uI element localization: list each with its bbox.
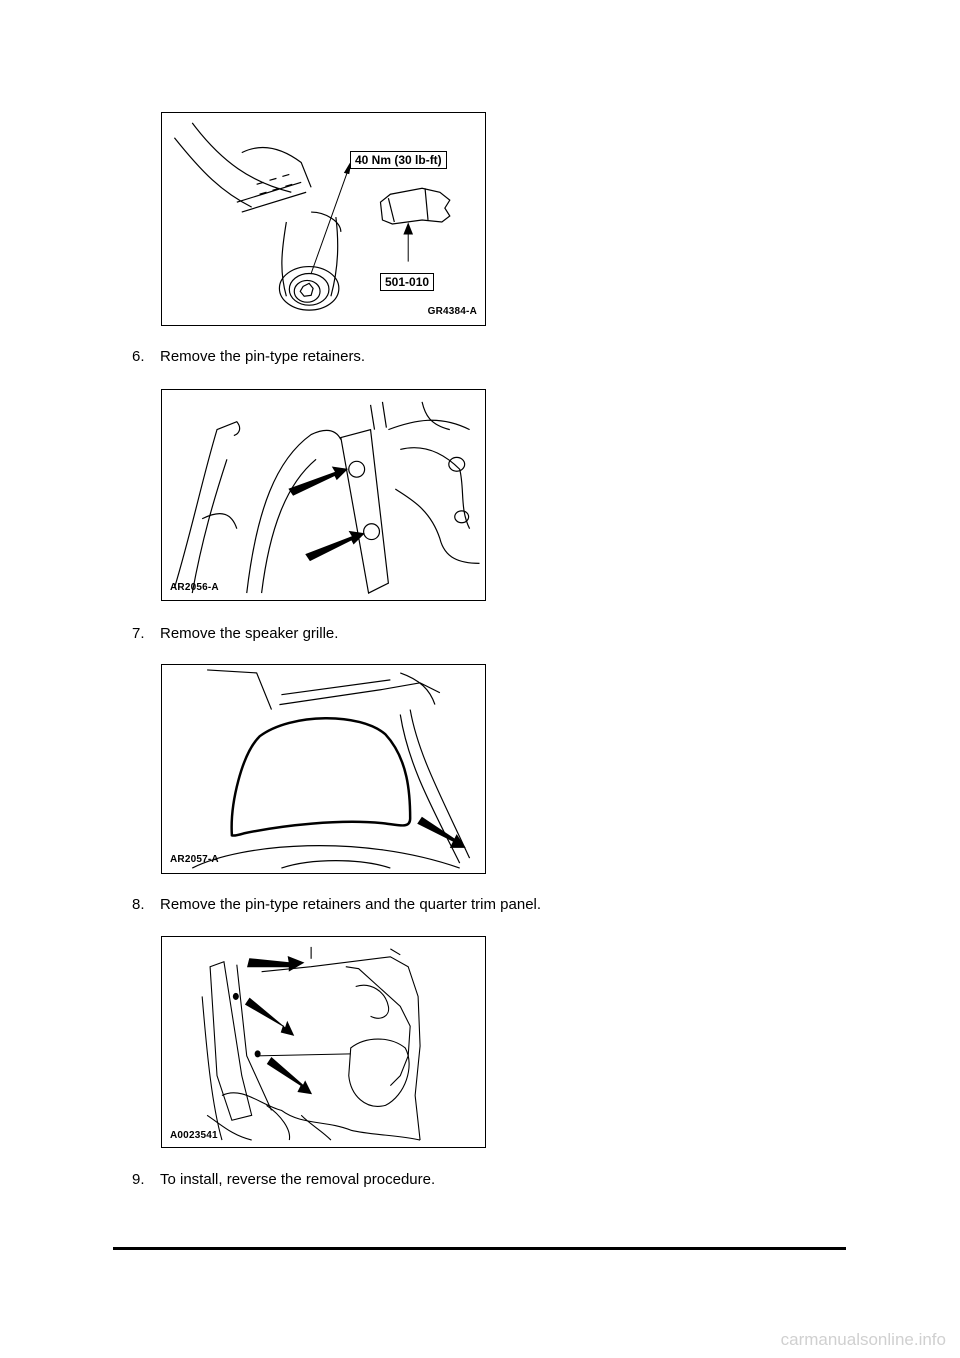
figure-a0023541	[161, 936, 486, 1148]
step-text: To install, reverse the removal procedure.	[160, 1171, 436, 1188]
step-number: 8.	[132, 896, 145, 913]
step-text: Remove the pin-type retainers.	[160, 348, 366, 365]
step-6	[132, 348, 365, 366]
watermark: carmanualsonline.info	[780, 1330, 946, 1349]
step-number: 9.	[132, 1171, 145, 1188]
figure-code: A0023541	[170, 1130, 218, 1141]
quarter-trim-illustration	[162, 937, 485, 1147]
pin-retainers-illustration	[162, 390, 485, 600]
figure-ar2057	[161, 664, 486, 874]
step-text: Remove the pin-type retainers and the quarter trim panel.	[160, 896, 542, 913]
step-9	[132, 1171, 435, 1189]
step-7	[132, 625, 338, 643]
step-8	[132, 896, 541, 914]
bolt-torque-illustration	[162, 113, 485, 325]
figure-ar2056	[161, 389, 486, 601]
speaker-grille-illustration	[162, 665, 485, 873]
figure-gr4384	[161, 112, 486, 326]
torque-callout: 40 Nm (30 lb-ft)	[350, 151, 447, 169]
step-text: Remove the speaker grille.	[160, 625, 339, 642]
step-number: 6.	[132, 348, 145, 365]
footer-rule	[113, 1247, 846, 1250]
figure-code: GR4384-A	[427, 306, 477, 317]
figure-code: AR2057-A	[170, 854, 219, 865]
step-number: 7.	[132, 625, 145, 642]
tool-callout: 501-010	[380, 273, 434, 291]
figure-code: AR2056-A	[170, 582, 219, 593]
